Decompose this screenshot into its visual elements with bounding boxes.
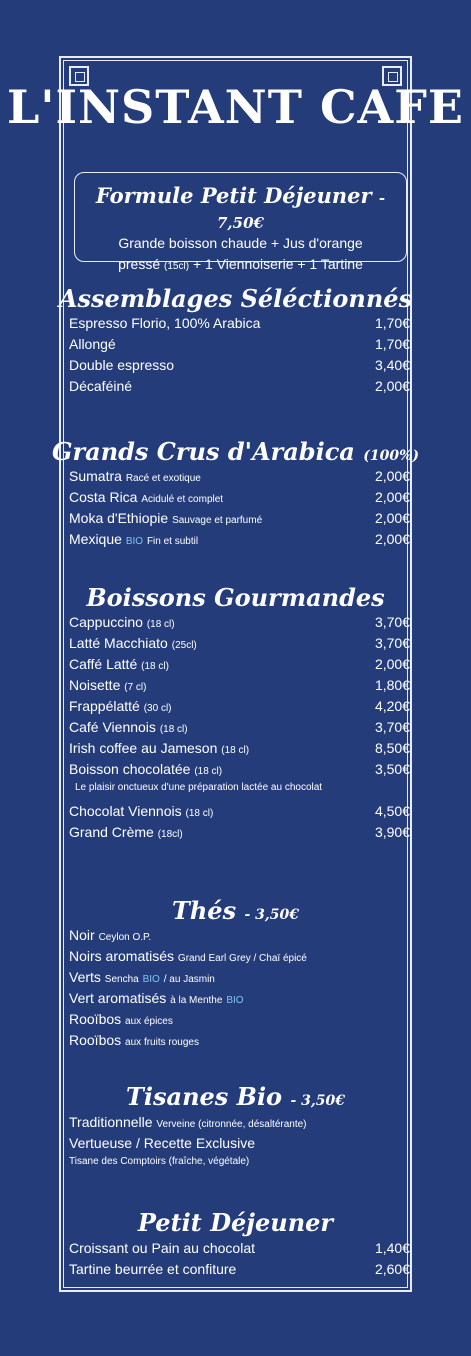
- item-name: Tartine beurrée et confiture: [69, 1261, 237, 1277]
- item-name: Boisson chocolatée: [69, 761, 191, 777]
- formule-line-2-a: pressé: [118, 256, 161, 272]
- section-title-text: Tisanes Bio: [126, 1082, 283, 1111]
- section-price: - 3,50€: [244, 907, 299, 923]
- item-name: Mexique: [69, 531, 122, 547]
- item-desc: Acidulé et complet: [141, 494, 224, 505]
- section-title-tisanes: [0, 1082, 471, 1111]
- item-desc: aux épices: [125, 1016, 173, 1027]
- list-grands-crus: [69, 468, 410, 552]
- item-price: 3,90€: [374, 824, 410, 840]
- item-desc: Racé et exotique: [125, 473, 201, 484]
- item-size: (18 cl): [185, 808, 214, 819]
- section-title-thes: [0, 896, 471, 925]
- list-item: [69, 824, 410, 845]
- item-size: (18 cl): [221, 745, 250, 756]
- item-price: 3,70€: [374, 614, 410, 630]
- item-desc: Ceylon O.P.: [98, 932, 152, 943]
- formule-line-2: [75, 254, 406, 277]
- item-desc: aux fruits rouges: [125, 1037, 199, 1048]
- item-name: Irish coffee au Jameson: [69, 740, 218, 756]
- formule-line-1: Grande boisson chaude + Jus d'orange: [118, 235, 363, 251]
- item-price: 2,00€: [374, 468, 410, 484]
- item-desc: Fin et subtil: [146, 536, 199, 547]
- item-name: Rooïbos: [69, 1032, 122, 1048]
- item-price: 1,80€: [374, 677, 410, 693]
- list-item: [69, 948, 410, 969]
- list-gourmandes: [69, 614, 410, 845]
- item-name: Espresso Florio, 100% Arabica: [69, 315, 261, 331]
- item-name: Vert aromatisés: [69, 990, 167, 1006]
- section-title-petit-dejeuner: Petit Déjeuner: [137, 1208, 334, 1237]
- item-name: Costa Rica: [69, 489, 138, 505]
- list-assemblages: [69, 315, 410, 399]
- section-title-text: Grands Crus d'Arabica: [52, 437, 355, 466]
- list-item: [69, 927, 410, 948]
- formule-line-2-b: + 1 Viennoiserie + 1 Tartine: [192, 256, 363, 272]
- item-name: Frappélatté: [69, 698, 140, 714]
- formule-heading: [75, 183, 406, 233]
- bio-badge: BIO: [125, 536, 144, 547]
- list-petit-dejeuner: [69, 1240, 410, 1282]
- formule-price: - 7,50€: [217, 189, 386, 232]
- item-price: 1,40€: [374, 1240, 410, 1256]
- item-name: Verts: [69, 969, 101, 985]
- item-name: Latté Macchiato: [69, 635, 168, 651]
- item-desc: à la Menthe: [170, 995, 223, 1006]
- item-price: 1,70€: [374, 336, 410, 352]
- formule-box: [74, 172, 407, 272]
- list-item: [69, 531, 410, 552]
- list-item: [69, 990, 410, 1011]
- item-size: (7 cl): [124, 682, 147, 693]
- section-title-text: Thés: [172, 896, 237, 925]
- section-price: - 3,50€: [290, 1093, 345, 1109]
- list-item: [69, 761, 410, 782]
- list-item: [69, 357, 410, 378]
- item-name: Allongé: [69, 336, 116, 352]
- item-price: 2,00€: [374, 510, 410, 526]
- section-title-grands-crus: [0, 437, 471, 466]
- item-desc: / au Jasmin: [163, 974, 215, 985]
- list-item: [69, 614, 410, 635]
- item-name: Cappuccino: [69, 614, 143, 630]
- item-size: (18cl): [157, 829, 183, 840]
- item-price: 2,00€: [374, 378, 410, 394]
- item-size: (18 cl): [141, 661, 169, 672]
- item-desc: Grand Earl Grey / Chaï épicé: [177, 953, 307, 964]
- item-desc: Verveine (citronnée, désaltérante): [156, 1119, 307, 1130]
- formule-line-2-size: (15cl): [164, 261, 190, 272]
- list-item: [69, 677, 410, 698]
- list-thes: [69, 927, 410, 1053]
- item-name: Sumatra: [69, 468, 122, 484]
- list-item: [69, 1261, 410, 1282]
- list-item: [69, 510, 410, 531]
- list-item: [69, 1135, 410, 1156]
- item-price: 2,00€: [374, 489, 410, 505]
- item-price: 3,40€: [374, 357, 410, 373]
- item-price: 3,70€: [374, 719, 410, 735]
- list-item: [69, 656, 410, 677]
- list-item: [69, 315, 410, 336]
- list-item: [69, 1011, 410, 1032]
- item-note: Le plaisir onctueux d'une préparation lactée au chocolat: [75, 782, 323, 793]
- item-price: 4,50€: [374, 803, 410, 819]
- list-item: [69, 1240, 410, 1261]
- list-item: [69, 740, 410, 761]
- list-item: [69, 719, 410, 740]
- section-title-suffix: (100%): [363, 448, 419, 464]
- bio-badge: BIO: [226, 995, 244, 1006]
- item-size: (30 cl): [143, 703, 172, 714]
- item-desc: Sencha: [104, 974, 139, 985]
- item-desc: Tisane des Comptoirs (fraîche, végétale): [69, 1156, 250, 1167]
- list-tisanes: [69, 1114, 410, 1177]
- section-title-gourmandes: Boissons Gourmandes: [86, 583, 385, 612]
- list-item: [69, 803, 410, 824]
- formule-name: Formule Petit Déjeuner: [95, 183, 372, 208]
- item-size: (18 cl): [159, 724, 188, 735]
- item-name: Moka d'Ethiopie: [69, 510, 169, 526]
- list-item: [69, 1114, 410, 1135]
- item-name: Traditionnelle: [69, 1114, 153, 1130]
- item-name: Chocolat Viennois: [69, 803, 182, 819]
- menu-title: L'INSTANT CAFE: [7, 80, 464, 134]
- item-price: 8,50€: [374, 740, 410, 756]
- list-item: [69, 468, 410, 489]
- item-price: 3,70€: [374, 635, 410, 651]
- item-name: Grand Crème: [69, 824, 154, 840]
- item-desc: Sauvage et parfumé: [172, 515, 263, 526]
- list-item: [69, 698, 410, 719]
- list-item: [69, 1156, 410, 1177]
- list-item: [69, 969, 410, 990]
- item-price: 4,20€: [374, 698, 410, 714]
- section-title-assemblages: Assemblages Séléctionnés: [58, 284, 413, 313]
- item-name: Noisette: [69, 677, 121, 693]
- item-price: 3,50€: [374, 761, 410, 777]
- item-name: Décaféiné: [69, 378, 133, 394]
- item-name: Café Viennois: [69, 719, 156, 735]
- item-name: Double espresso: [69, 357, 175, 373]
- item-price: 1,70€: [374, 315, 410, 331]
- list-item: [69, 489, 410, 510]
- item-price: 2,60€: [374, 1261, 410, 1277]
- list-item: [69, 1032, 410, 1053]
- item-size: (25cl): [171, 640, 197, 651]
- list-item: [69, 635, 410, 656]
- list-item: [69, 336, 410, 357]
- item-name: Rooïbos: [69, 1011, 122, 1027]
- list-item: [69, 378, 410, 399]
- item-size: (18 cl): [146, 619, 175, 630]
- item-price: 2,00€: [374, 531, 410, 547]
- item-name: Croissant ou Pain au chocolat: [69, 1240, 255, 1256]
- item-size: (18 cl): [194, 766, 223, 777]
- item-name: Noir: [69, 927, 95, 943]
- bio-badge: BIO: [142, 974, 160, 985]
- item-name: Vertueuse / Recette Exclusive: [69, 1135, 255, 1151]
- item-name: Caffé Latté: [69, 656, 138, 672]
- item-price: 2,00€: [374, 656, 410, 672]
- item-name: Noirs aromatisés: [69, 948, 175, 964]
